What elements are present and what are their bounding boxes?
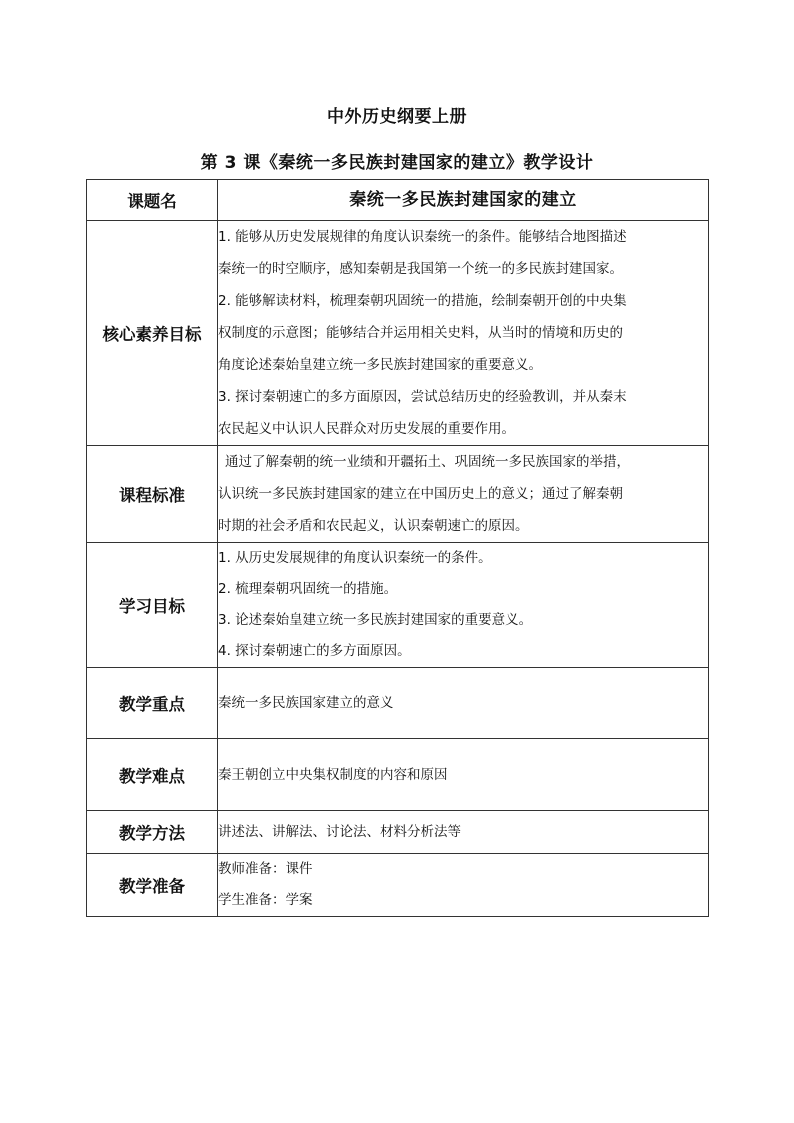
learning-objective-line: 1. 从历史发展规律的角度认识秦统一的条件。 xyxy=(218,550,492,566)
table-row-learning-objectives xyxy=(87,543,709,668)
core-literacy-line: 2. 能够解读材料，梳理秦朝巩固统一的措施，绘制秦朝开创的中央集 xyxy=(218,293,627,309)
label-key-points: 教学重点 xyxy=(87,668,218,739)
table-row-difficulties xyxy=(87,739,709,811)
label-learning-objectives: 学习目标 xyxy=(87,543,218,668)
learning-objective-line: 2. 梳理秦朝巩固统一的措施。 xyxy=(218,581,398,597)
learning-objective-line: 3. 论述秦始皇建立统一多民族封建国家的重要意义。 xyxy=(218,612,533,628)
curriculum-standard-line: 认识统一多民族封建国家的建立在中国历史上的意义；通过了解秦朝 xyxy=(218,486,623,502)
table-row-core-literacy xyxy=(87,221,709,446)
table-row-methods xyxy=(87,811,709,854)
value-curriculum-standard xyxy=(218,446,709,543)
core-literacy-line: 权制度的示意图；能够结合并运用相关史料，从当时的情境和历史的 xyxy=(218,325,623,341)
label-difficulties: 教学难点 xyxy=(87,739,218,811)
core-literacy-line: 1. 能够从历史发展规律的角度认识秦统一的条件。能够结合地图描述 xyxy=(218,229,627,245)
value-key-points: 秦统一多民族国家建立的意义 xyxy=(218,668,709,739)
label-curriculum-standard: 课程标准 xyxy=(87,446,218,543)
preparation-line: 学生准备：学案 xyxy=(218,892,313,908)
curriculum-standard-line: 通过了解秦朝的统一业绩和开疆拓土、巩固统一多民族国家的举措， xyxy=(225,454,630,470)
table-row-key-points xyxy=(87,668,709,739)
value-core-literacy xyxy=(218,221,709,446)
label-topic: 课题名 xyxy=(87,180,218,221)
preparation-line: 教师准备：课件 xyxy=(218,861,313,877)
label-preparation: 教学准备 xyxy=(87,854,218,917)
core-literacy-line: 角度论述秦始皇建立统一多民族封建国家的重要意义。 xyxy=(218,357,542,373)
document-title: 中外历史纲要上册 xyxy=(327,107,467,127)
label-methods: 教学方法 xyxy=(87,811,218,854)
value-learning-objectives xyxy=(218,543,709,668)
table-row-preparation xyxy=(87,854,709,917)
value-topic: 秦统一多民族封建国家的建立 xyxy=(218,180,709,221)
lesson-plan-table xyxy=(86,179,709,917)
value-preparation xyxy=(218,854,709,917)
label-core-literacy: 核心素养目标 xyxy=(87,221,218,446)
core-literacy-line: 农民起义中认识人民群众对历史发展的重要作用。 xyxy=(218,421,515,437)
learning-objective-line: 4. 探讨秦朝速亡的多方面原因。 xyxy=(218,643,411,659)
core-literacy-line: 3. 探讨秦朝速亡的多方面原因，尝试总结历史的经验教训，并从秦末 xyxy=(218,389,627,405)
curriculum-standard-line: 时期的社会矛盾和农民起义，认识秦朝速亡的原因。 xyxy=(218,518,529,534)
lesson-title: 第 3 课《秦统一多民族封建国家的建立》教学设计 xyxy=(200,153,594,173)
table-row-curriculum-standard xyxy=(87,446,709,543)
table-row-topic xyxy=(87,180,709,221)
core-literacy-line: 秦统一的时空顺序，感知秦朝是我国第一个统一的多民族封建国家。 xyxy=(218,261,623,277)
value-methods: 讲述法、讲解法、讨论法、材料分析法等 xyxy=(218,811,709,854)
value-difficulties: 秦王朝创立中央集权制度的内容和原因 xyxy=(218,739,709,811)
